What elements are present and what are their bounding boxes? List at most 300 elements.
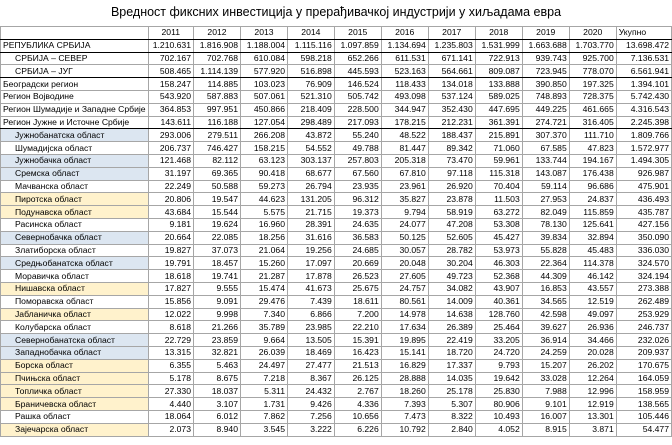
value-cell[interactable]: 131.205 <box>287 193 334 206</box>
total-cell[interactable]: 5.742.430 <box>616 90 671 103</box>
value-cell[interactable]: 7.200 <box>334 308 381 321</box>
header-cell[interactable]: Укупно <box>616 27 671 40</box>
value-cell[interactable]: 89.342 <box>428 142 475 155</box>
value-cell[interactable]: 50.588 <box>193 180 240 193</box>
value-cell[interactable]: 17.827 <box>148 282 193 295</box>
value-cell[interactable]: 52.368 <box>475 270 522 283</box>
region-name-cell[interactable]: Београдски регион <box>1 78 149 91</box>
value-cell[interactable]: 27.953 <box>522 193 569 206</box>
value-cell[interactable]: 20.669 <box>334 257 381 270</box>
region-name-cell[interactable]: Севернобачка област <box>1 231 149 244</box>
value-cell[interactable]: 5.575 <box>240 206 287 219</box>
value-cell[interactable]: 5.178 <box>148 372 193 385</box>
value-cell[interactable]: 352.430 <box>428 103 475 116</box>
value-cell[interactable]: 1.134.694 <box>381 39 428 52</box>
value-cell[interactable]: 14.035 <box>428 372 475 385</box>
value-cell[interactable]: 19.373 <box>334 206 381 219</box>
value-cell[interactable]: 26.125 <box>334 372 381 385</box>
value-cell[interactable]: 218.409 <box>287 103 334 116</box>
value-cell[interactable]: 80.906 <box>475 398 522 411</box>
value-cell[interactable]: 48.522 <box>381 129 428 142</box>
value-cell[interactable]: 19.791 <box>148 257 193 270</box>
value-cell[interactable]: 537.124 <box>428 90 475 103</box>
header-cell[interactable]: 2012 <box>193 27 240 40</box>
value-cell[interactable]: 8.618 <box>148 321 193 334</box>
value-cell[interactable]: 43.557 <box>569 282 616 295</box>
value-cell[interactable]: 27.330 <box>148 385 193 398</box>
value-cell[interactable]: 67.585 <box>522 142 569 155</box>
value-cell[interactable]: 59.961 <box>475 154 522 167</box>
value-cell[interactable]: 114.378 <box>569 257 616 270</box>
value-cell[interactable]: 146.524 <box>334 78 381 91</box>
value-cell[interactable]: 13.315 <box>148 346 193 359</box>
value-cell[interactable]: 493.098 <box>381 90 428 103</box>
value-cell[interactable]: 28.888 <box>381 372 428 385</box>
value-cell[interactable]: 19.547 <box>193 193 240 206</box>
value-cell[interactable]: 3.871 <box>569 423 616 436</box>
region-name-cell[interactable]: Севернобанатска област <box>1 334 149 347</box>
value-cell[interactable]: 523.163 <box>381 65 428 78</box>
value-cell[interactable]: 8.915 <box>522 423 569 436</box>
value-cell[interactable]: 205.318 <box>381 154 428 167</box>
value-cell[interactable]: 24.497 <box>240 359 287 372</box>
total-cell[interactable]: 435.787 <box>616 206 671 219</box>
value-cell[interactable]: 178.215 <box>381 116 428 129</box>
value-cell[interactable]: 59.114 <box>522 180 569 193</box>
value-cell[interactable]: 23.878 <box>428 193 475 206</box>
total-cell[interactable]: 427.156 <box>616 218 671 231</box>
value-cell[interactable]: 206.737 <box>148 142 193 155</box>
value-cell[interactable]: 37.073 <box>193 244 240 257</box>
total-cell[interactable]: 475.901 <box>616 180 671 193</box>
value-cell[interactable]: 14.978 <box>381 308 428 321</box>
value-cell[interactable]: 11.503 <box>475 193 522 206</box>
region-name-cell[interactable]: Јужнобачка област <box>1 154 149 167</box>
value-cell[interactable]: 46.303 <box>475 257 522 270</box>
region-name-cell[interactable]: Регион Шумадије и Западне Србије <box>1 103 149 116</box>
value-cell[interactable]: 42.598 <box>522 308 569 321</box>
value-cell[interactable]: 1.731 <box>240 398 287 411</box>
value-cell[interactable]: 76.909 <box>287 78 334 91</box>
value-cell[interactable]: 450.866 <box>240 103 287 116</box>
region-name-cell[interactable]: РЕПУБЛИКА СРБИЈА <box>1 39 149 52</box>
value-cell[interactable]: 307.370 <box>522 129 569 142</box>
value-cell[interactable]: 18.618 <box>148 270 193 283</box>
value-cell[interactable]: 128.760 <box>475 308 522 321</box>
value-cell[interactable]: 54.552 <box>287 142 334 155</box>
value-cell[interactable]: 103.023 <box>240 78 287 91</box>
value-cell[interactable]: 4.052 <box>475 423 522 436</box>
value-cell[interactable]: 44.623 <box>240 193 287 206</box>
value-cell[interactable]: 26.039 <box>240 346 287 359</box>
value-cell[interactable]: 293.006 <box>148 129 193 142</box>
value-cell[interactable]: 610.084 <box>240 52 287 65</box>
value-cell[interactable]: 543.920 <box>148 90 193 103</box>
value-cell[interactable]: 19.256 <box>287 244 334 257</box>
value-cell[interactable]: 279.511 <box>193 129 240 142</box>
value-cell[interactable]: 26.920 <box>428 180 475 193</box>
value-cell[interactable]: 90.418 <box>240 167 287 180</box>
value-cell[interactable]: 16.853 <box>522 282 569 295</box>
value-cell[interactable]: 53.308 <box>475 218 522 231</box>
value-cell[interactable]: 8.675 <box>193 372 240 385</box>
value-cell[interactable]: 49.723 <box>428 270 475 283</box>
value-cell[interactable]: 587.883 <box>193 90 240 103</box>
value-cell[interactable]: 652.266 <box>334 52 381 65</box>
value-cell[interactable]: 15.544 <box>193 206 240 219</box>
value-cell[interactable]: 9.181 <box>148 218 193 231</box>
value-cell[interactable]: 1.114.139 <box>193 65 240 78</box>
value-cell[interactable]: 71.060 <box>475 142 522 155</box>
value-cell[interactable]: 36.583 <box>334 231 381 244</box>
value-cell[interactable]: 24.757 <box>381 282 428 295</box>
value-cell[interactable]: 43.872 <box>287 129 334 142</box>
value-cell[interactable]: 16.829 <box>381 359 428 372</box>
value-cell[interactable]: 6.355 <box>148 359 193 372</box>
value-cell[interactable]: 55.828 <box>522 244 569 257</box>
value-cell[interactable]: 24.837 <box>569 193 616 206</box>
value-cell[interactable]: 1.531.999 <box>475 39 522 52</box>
value-cell[interactable]: 34.565 <box>522 295 569 308</box>
value-cell[interactable]: 19.741 <box>193 270 240 283</box>
region-name-cell[interactable]: Подунавска област <box>1 206 149 219</box>
value-cell[interactable]: 158.247 <box>148 78 193 91</box>
value-cell[interactable]: 41.673 <box>287 282 334 295</box>
value-cell[interactable]: 18.260 <box>381 385 428 398</box>
value-cell[interactable]: 49.788 <box>334 142 381 155</box>
value-cell[interactable]: 344.947 <box>381 103 428 116</box>
value-cell[interactable]: 176.438 <box>569 167 616 180</box>
value-cell[interactable]: 22.364 <box>522 257 569 270</box>
value-cell[interactable]: 23.935 <box>334 180 381 193</box>
value-cell[interactable]: 9.793 <box>475 359 522 372</box>
value-cell[interactable]: 228.500 <box>334 103 381 116</box>
value-cell[interactable]: 7.988 <box>522 385 569 398</box>
value-cell[interactable]: 67.560 <box>334 167 381 180</box>
value-cell[interactable]: 34.082 <box>428 282 475 295</box>
value-cell[interactable]: 8.367 <box>287 372 334 385</box>
region-name-cell[interactable]: СРБИЈА – СЕВЕР <box>1 52 149 65</box>
value-cell[interactable]: 3.545 <box>240 423 287 436</box>
header-cell[interactable]: 2014 <box>287 27 334 40</box>
value-cell[interactable]: 24.720 <box>475 346 522 359</box>
value-cell[interactable]: 188.437 <box>428 129 475 142</box>
value-cell[interactable]: 63.123 <box>240 154 287 167</box>
value-cell[interactable]: 9.101 <box>522 398 569 411</box>
value-cell[interactable]: 19.642 <box>475 372 522 385</box>
value-cell[interactable]: 133.744 <box>522 154 569 167</box>
region-name-cell[interactable]: Рашка област <box>1 410 149 423</box>
value-cell[interactable]: 17.097 <box>287 257 334 270</box>
value-cell[interactable]: 212.231 <box>428 116 475 129</box>
value-cell[interactable]: 43.907 <box>475 282 522 295</box>
value-cell[interactable]: 29.476 <box>240 295 287 308</box>
value-cell[interactable]: 24.685 <box>334 244 381 257</box>
value-cell[interactable]: 35.789 <box>240 321 287 334</box>
value-cell[interactable]: 939.743 <box>522 52 569 65</box>
value-cell[interactable]: 21.715 <box>287 206 334 219</box>
value-cell[interactable]: 22.085 <box>193 231 240 244</box>
value-cell[interactable]: 15.856 <box>148 295 193 308</box>
value-cell[interactable]: 6.226 <box>334 423 381 436</box>
value-cell[interactable]: 9.998 <box>193 308 240 321</box>
region-name-cell[interactable]: Борска област <box>1 359 149 372</box>
value-cell[interactable]: 127.054 <box>240 116 287 129</box>
region-name-cell[interactable]: Колубарска област <box>1 321 149 334</box>
region-name-cell[interactable]: Сремска област <box>1 167 149 180</box>
value-cell[interactable]: 69.365 <box>193 167 240 180</box>
value-cell[interactable]: 2.840 <box>428 423 475 436</box>
value-cell[interactable]: 20.028 <box>569 346 616 359</box>
value-cell[interactable]: 449.225 <box>522 103 569 116</box>
value-cell[interactable]: 25.464 <box>475 321 522 334</box>
value-cell[interactable]: 217.093 <box>334 116 381 129</box>
value-cell[interactable]: 2.767 <box>334 385 381 398</box>
header-cell[interactable]: 2011 <box>148 27 193 40</box>
header-cell[interactable]: 2015 <box>334 27 381 40</box>
value-cell[interactable]: 7.473 <box>381 410 428 423</box>
value-cell[interactable]: 14.009 <box>428 295 475 308</box>
value-cell[interactable]: 15.207 <box>522 359 569 372</box>
value-cell[interactable]: 143.611 <box>148 116 193 129</box>
total-cell[interactable]: 164.059 <box>616 372 671 385</box>
value-cell[interactable]: 18.064 <box>148 410 193 423</box>
value-cell[interactable]: 4.336 <box>334 398 381 411</box>
region-name-cell[interactable]: Расинска област <box>1 218 149 231</box>
value-cell[interactable]: 39.627 <box>522 321 569 334</box>
total-cell[interactable]: 7.136.531 <box>616 52 671 65</box>
value-cell[interactable]: 20.664 <box>148 231 193 244</box>
region-name-cell[interactable]: Шумадијска област <box>1 142 149 155</box>
value-cell[interactable]: 266.208 <box>240 129 287 142</box>
value-cell[interactable]: 22.249 <box>148 180 193 193</box>
value-cell[interactable]: 390.850 <box>522 78 569 91</box>
header-cell[interactable]: 2013 <box>240 27 287 40</box>
total-cell[interactable]: 246.737 <box>616 321 671 334</box>
value-cell[interactable]: 22.210 <box>334 321 381 334</box>
total-cell[interactable]: 13.698.472 <box>616 39 671 52</box>
value-cell[interactable]: 723.945 <box>522 65 569 78</box>
value-cell[interactable]: 44.309 <box>522 270 569 283</box>
value-cell[interactable]: 115.859 <box>569 206 616 219</box>
total-cell[interactable]: 158.959 <box>616 385 671 398</box>
value-cell[interactable]: 96.686 <box>569 180 616 193</box>
value-cell[interactable]: 8.322 <box>428 410 475 423</box>
value-cell[interactable]: 78.130 <box>522 218 569 231</box>
region-name-cell[interactable]: Регион Војводине <box>1 90 149 103</box>
region-name-cell[interactable]: СРБИЈА – ЈУГ <box>1 65 149 78</box>
value-cell[interactable]: 2.073 <box>148 423 193 436</box>
value-cell[interactable]: 1.703.770 <box>569 39 616 52</box>
region-name-cell[interactable]: Топличка област <box>1 385 149 398</box>
total-cell[interactable]: 336.030 <box>616 244 671 257</box>
header-cell[interactable]: 2019 <box>522 27 569 40</box>
value-cell[interactable]: 521.310 <box>287 90 334 103</box>
value-cell[interactable]: 5.307 <box>428 398 475 411</box>
value-cell[interactable]: 9.426 <box>287 398 334 411</box>
value-cell[interactable]: 728.375 <box>569 90 616 103</box>
value-cell[interactable]: 133.888 <box>475 78 522 91</box>
value-cell[interactable]: 702.768 <box>193 52 240 65</box>
value-cell[interactable]: 12.519 <box>569 295 616 308</box>
value-cell[interactable]: 82.112 <box>193 154 240 167</box>
value-cell[interactable]: 508.465 <box>148 65 193 78</box>
value-cell[interactable]: 115.318 <box>475 167 522 180</box>
value-cell[interactable]: 63.272 <box>475 206 522 219</box>
value-cell[interactable]: 16.960 <box>240 218 287 231</box>
total-cell[interactable]: 926.987 <box>616 167 671 180</box>
value-cell[interactable]: 8.940 <box>193 423 240 436</box>
value-cell[interactable]: 26.202 <box>569 359 616 372</box>
value-cell[interactable]: 778.070 <box>569 65 616 78</box>
value-cell[interactable]: 298.489 <box>287 116 334 129</box>
value-cell[interactable]: 116.188 <box>193 116 240 129</box>
total-cell[interactable]: 436.493 <box>616 193 671 206</box>
value-cell[interactable]: 364.853 <box>148 103 193 116</box>
total-cell[interactable]: 324.570 <box>616 257 671 270</box>
value-cell[interactable]: 746.427 <box>193 142 240 155</box>
value-cell[interactable]: 15.391 <box>334 334 381 347</box>
value-cell[interactable]: 20.048 <box>381 257 428 270</box>
value-cell[interactable]: 24.635 <box>334 218 381 231</box>
value-cell[interactable]: 611.531 <box>381 52 428 65</box>
value-cell[interactable]: 516.898 <box>287 65 334 78</box>
value-cell[interactable]: 10.792 <box>381 423 428 436</box>
value-cell[interactable]: 18.469 <box>287 346 334 359</box>
value-cell[interactable]: 26.936 <box>569 321 616 334</box>
total-cell[interactable]: 4.316.543 <box>616 103 671 116</box>
value-cell[interactable]: 158.215 <box>240 142 287 155</box>
region-name-cell[interactable]: Пчињска област <box>1 372 149 385</box>
value-cell[interactable]: 1.816.908 <box>193 39 240 52</box>
value-cell[interactable]: 9.091 <box>193 295 240 308</box>
total-cell[interactable]: 6.561.941 <box>616 65 671 78</box>
value-cell[interactable]: 82.049 <box>522 206 569 219</box>
value-cell[interactable]: 22.419 <box>428 334 475 347</box>
value-cell[interactable]: 19.624 <box>193 218 240 231</box>
value-cell[interactable]: 18.256 <box>240 231 287 244</box>
region-name-cell[interactable]: Пиротска област <box>1 193 149 206</box>
value-cell[interactable]: 461.665 <box>569 103 616 116</box>
value-cell[interactable]: 1.210.631 <box>148 39 193 52</box>
value-cell[interactable]: 21.287 <box>240 270 287 283</box>
value-cell[interactable]: 671.141 <box>428 52 475 65</box>
total-cell[interactable]: 324.194 <box>616 270 671 283</box>
value-cell[interactable]: 1.188.004 <box>240 39 287 52</box>
region-name-cell[interactable]: Поморавска област <box>1 295 149 308</box>
total-cell[interactable]: 105.446 <box>616 410 671 423</box>
total-cell[interactable]: 1.809.766 <box>616 129 671 142</box>
value-cell[interactable]: 68.677 <box>287 167 334 180</box>
value-cell[interactable]: 24.259 <box>522 346 569 359</box>
value-cell[interactable]: 15.474 <box>240 282 287 295</box>
value-cell[interactable]: 80.561 <box>381 295 428 308</box>
value-cell[interactable]: 26.523 <box>334 270 381 283</box>
value-cell[interactable]: 564.661 <box>428 65 475 78</box>
total-cell[interactable]: 170.675 <box>616 359 671 372</box>
value-cell[interactable]: 18.720 <box>428 346 475 359</box>
region-name-cell[interactable]: Јабланичка област <box>1 308 149 321</box>
total-cell[interactable]: 262.489 <box>616 295 671 308</box>
value-cell[interactable]: 257.803 <box>334 154 381 167</box>
total-cell[interactable]: 2.245.398 <box>616 116 671 129</box>
value-cell[interactable]: 997.951 <box>193 103 240 116</box>
value-cell[interactable]: 35.827 <box>381 193 428 206</box>
value-cell[interactable]: 361.391 <box>475 116 522 129</box>
value-cell[interactable]: 6.866 <box>287 308 334 321</box>
value-cell[interactable]: 3.107 <box>193 398 240 411</box>
value-cell[interactable]: 15.260 <box>240 257 287 270</box>
value-cell[interactable]: 12.022 <box>148 308 193 321</box>
value-cell[interactable]: 19.895 <box>381 334 428 347</box>
value-cell[interactable]: 96.312 <box>334 193 381 206</box>
value-cell[interactable]: 589.025 <box>475 90 522 103</box>
value-cell[interactable]: 6.012 <box>193 410 240 423</box>
value-cell[interactable]: 23.961 <box>381 180 428 193</box>
region-name-cell[interactable]: Регион Јужне и Источне Србије <box>1 116 149 129</box>
total-cell[interactable]: 232.026 <box>616 334 671 347</box>
value-cell[interactable]: 31.616 <box>287 231 334 244</box>
value-cell[interactable]: 10.493 <box>475 410 522 423</box>
value-cell[interactable]: 1.115.116 <box>287 39 334 52</box>
value-cell[interactable]: 598.218 <box>287 52 334 65</box>
value-cell[interactable]: 24.432 <box>287 385 334 398</box>
value-cell[interactable]: 9.794 <box>381 206 428 219</box>
value-cell[interactable]: 50.125 <box>381 231 428 244</box>
region-name-cell[interactable]: Браничевска област <box>1 398 149 411</box>
value-cell[interactable]: 43.684 <box>148 206 193 219</box>
value-cell[interactable]: 20.806 <box>148 193 193 206</box>
value-cell[interactable]: 111.710 <box>569 129 616 142</box>
value-cell[interactable]: 30.204 <box>428 257 475 270</box>
region-name-cell[interactable]: Западнобачка област <box>1 346 149 359</box>
value-cell[interactable]: 32.894 <box>569 231 616 244</box>
value-cell[interactable]: 9.664 <box>240 334 287 347</box>
value-cell[interactable]: 28.391 <box>287 218 334 231</box>
value-cell[interactable]: 577.920 <box>240 65 287 78</box>
value-cell[interactable]: 1.097.859 <box>334 39 381 52</box>
value-cell[interactable]: 7.862 <box>240 410 287 423</box>
value-cell[interactable]: 22.729 <box>148 334 193 347</box>
value-cell[interactable]: 925.700 <box>569 52 616 65</box>
value-cell[interactable]: 21.266 <box>193 321 240 334</box>
value-cell[interactable]: 52.605 <box>428 231 475 244</box>
value-cell[interactable]: 26.389 <box>428 321 475 334</box>
value-cell[interactable]: 5.463 <box>193 359 240 372</box>
value-cell[interactable]: 12.264 <box>569 372 616 385</box>
value-cell[interactable]: 17.878 <box>287 270 334 283</box>
value-cell[interactable]: 447.695 <box>475 103 522 116</box>
total-cell[interactable]: 1.494.305 <box>616 154 671 167</box>
value-cell[interactable]: 134.018 <box>428 78 475 91</box>
header-cell[interactable]: 2018 <box>475 27 522 40</box>
value-cell[interactable]: 12.996 <box>569 385 616 398</box>
value-cell[interactable]: 15.141 <box>381 346 428 359</box>
value-cell[interactable]: 9.555 <box>193 282 240 295</box>
value-cell[interactable]: 40.361 <box>475 295 522 308</box>
value-cell[interactable]: 16.007 <box>522 410 569 423</box>
value-cell[interactable]: 24.077 <box>381 218 428 231</box>
value-cell[interactable]: 46.142 <box>569 270 616 283</box>
value-cell[interactable]: 81.447 <box>381 142 428 155</box>
value-cell[interactable]: 34.466 <box>569 334 616 347</box>
header-cell[interactable]: 2017 <box>428 27 475 40</box>
region-name-cell[interactable]: Зајечарска област <box>1 423 149 436</box>
value-cell[interactable]: 13.505 <box>287 334 334 347</box>
region-name-cell[interactable]: Златиборска област <box>1 244 149 257</box>
value-cell[interactable]: 303.137 <box>287 154 334 167</box>
value-cell[interactable]: 53.973 <box>475 244 522 257</box>
